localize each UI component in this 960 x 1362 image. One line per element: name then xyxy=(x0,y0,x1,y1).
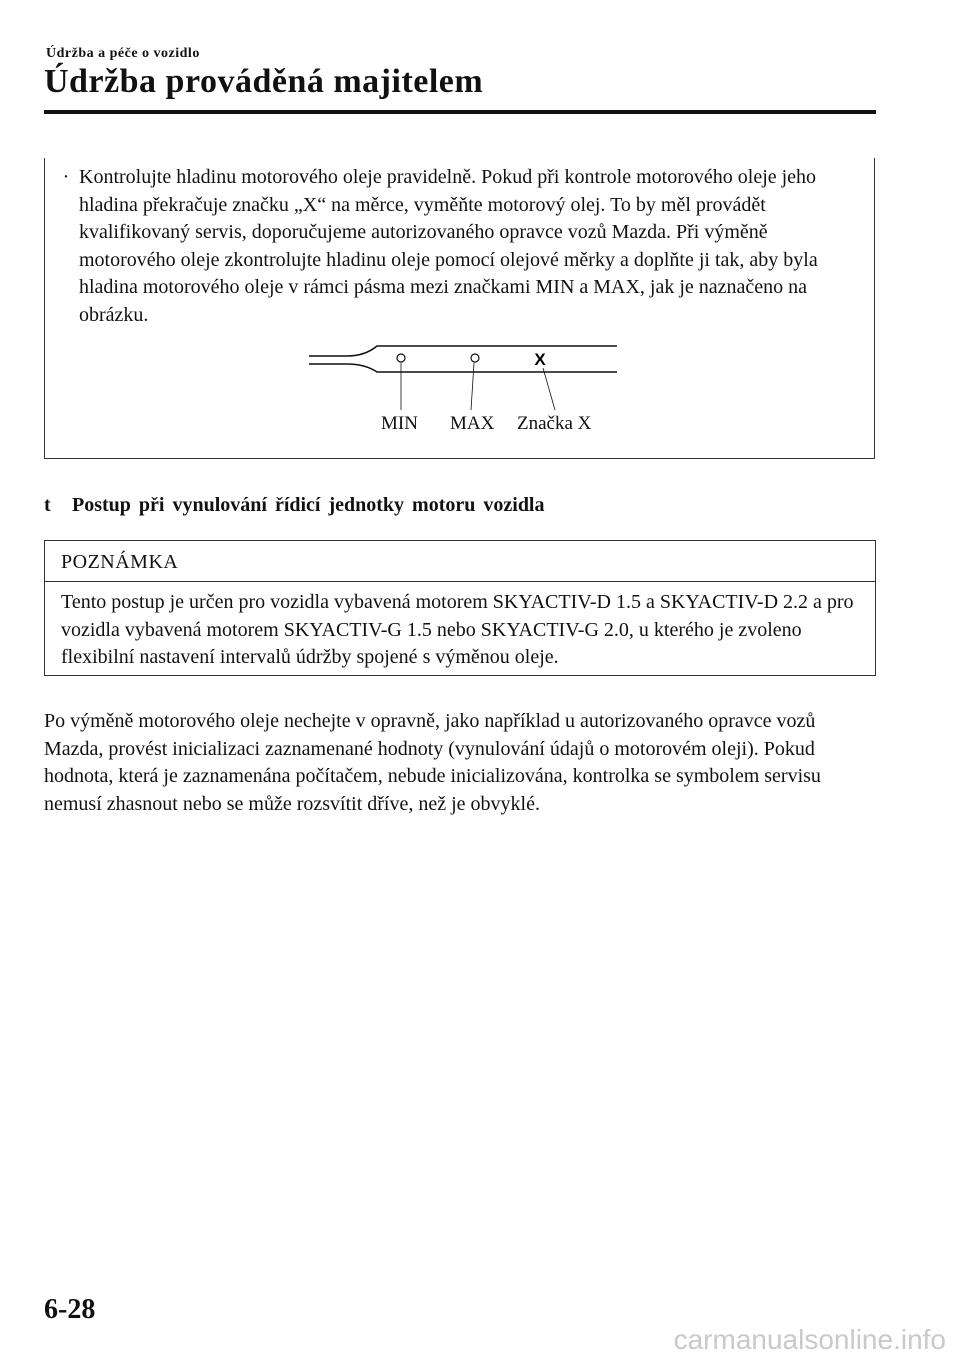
note-title: POZNÁMKA xyxy=(61,551,179,573)
main-paragraph: Po výměně motorového oleje nechejte v opravně, jako například u autorizovaného opravce vozů Mazda, provést inicializaci zaznamenané hodnoty (vynulování údajů o motorovém oleji). Pokud hodnota, která je zaznamenána počítačem, nebude inicializována, kontrolka se symbolem servisu nemusí zhasnout nebo se může rozsvítit dříve, než je obvyklé. xyxy=(44,710,821,815)
note-box xyxy=(44,540,876,676)
note-divider xyxy=(45,581,875,582)
page-title: Údržba prováděná majitelem xyxy=(44,63,484,100)
oil-check-item xyxy=(62,164,869,329)
procedure-marker: t xyxy=(44,494,51,516)
note-body: Tento postup je určen pro vozidla vybavená motorem SKYACTIV-D 1.5 a SKYACTIV-D 2.2 a pro vozidla vybavená motorem SKYACTIV-G 1.5 nebo SKYACTIV-G 2.0, u kterého je zvoleno flexibilní nastavení intervalů údržby spojené s výměnou oleje. xyxy=(61,591,854,668)
bullet-icon: · xyxy=(62,166,70,188)
oil-check-box xyxy=(44,158,875,459)
min-label: MIN xyxy=(381,413,418,434)
section-label: Údržba a péče o vozidlo xyxy=(46,46,200,61)
max-leader-line xyxy=(471,363,474,410)
max-label: MAX xyxy=(450,413,495,434)
x-mark-label: Značka X xyxy=(517,413,592,434)
x-leader-line xyxy=(543,368,555,410)
title-rule xyxy=(44,110,876,114)
watermark: carmanualsonline.info xyxy=(673,1324,946,1355)
x-mark: X xyxy=(534,350,546,369)
page-number: 6-28 xyxy=(44,1294,96,1325)
min-mark xyxy=(397,354,405,362)
oil-check-text: Kontrolujte hladinu motorového oleje pravidelně. Pokud při kontrole motorového oleje jeho hladina překračuje značku „X“ na měrce, vyměňte motorový olej. To by měl provádět kvalifikovaný servis, doporučujeme autorizovaného opravce vozů Mazda. Při výměně motorového oleje zkontrolujte hladinu oleje pomocí olejové měrky a doplňte ji tak, aby byla hladina motorového oleje v rámci pásma mezi značkami MIN a MAX, jak je naznačeno na obrázku. xyxy=(79,166,818,326)
dipstick-body xyxy=(309,346,617,372)
procedure-heading-text: Postup při vynulování řídicí jednotky motoru vozidla xyxy=(72,494,545,516)
max-mark xyxy=(471,354,479,362)
